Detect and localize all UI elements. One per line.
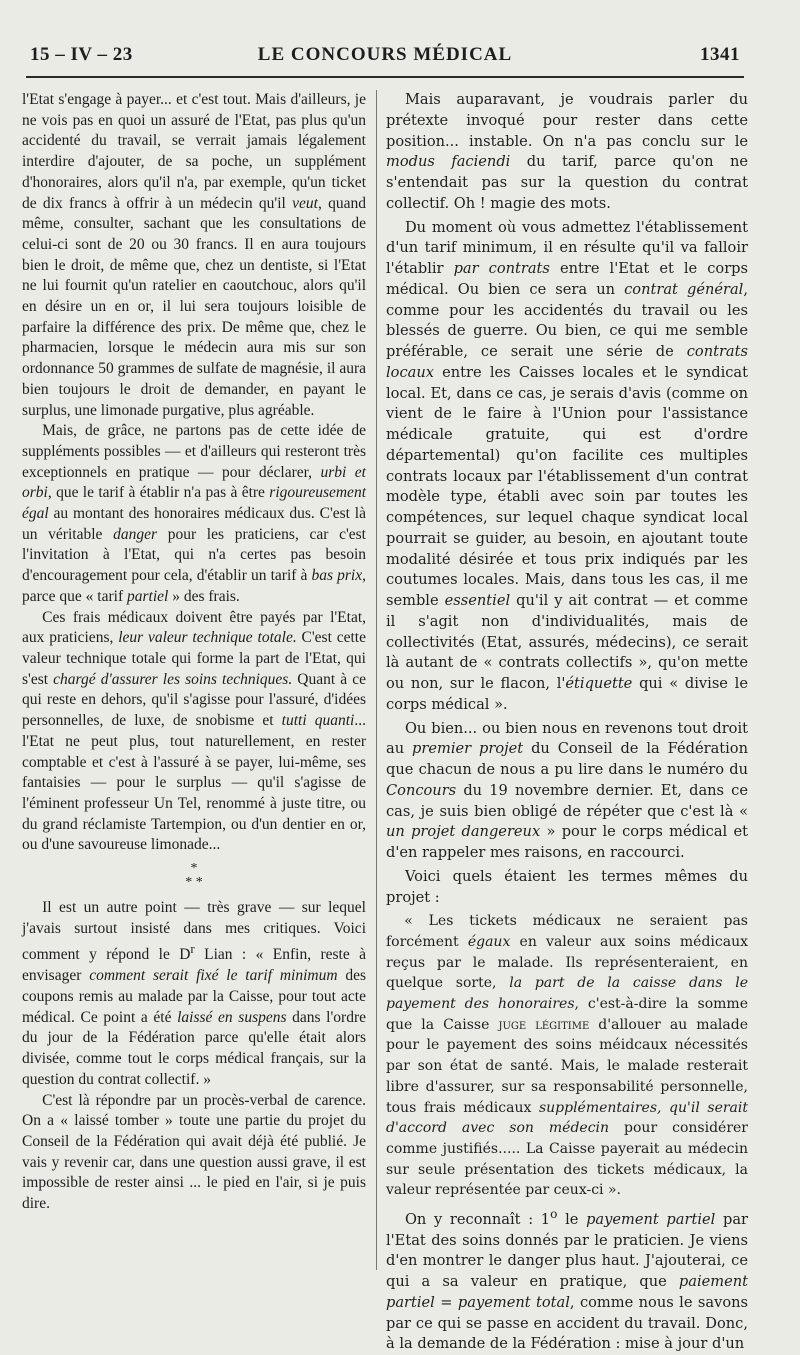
page-number: 1341	[700, 44, 740, 65]
paragraph: Il est un autre point — très grave — sur lequel j'avais surtout insisté dans mes critiques. Voici comment y répond le $D^r$ Lian : « Enfin, reste à envisager comment serait fixé le tarif minimum des coupons remis au malade par la Caisse, pour tout acte médical. Ce point a été laissé en suspens dans l'ordre du jour de la Fédération parce qu'elle était alors divisée, comme tout le corps médical français, sur la question du contrat collectif. »	[22, 899, 367, 1088]
paragraph: Mais auparavant, je voudrais parler du prétexte invoqué pour rester dans cette position... instable. On n'a pas conclu sur le modus faciendi du tarif, parce qu'on ne s'entendait pas sur la question du contrat collectif. Oh ! magie des mots.	[386, 91, 749, 212]
paragraph: Voici quels étaient les termes mêmes du projet :	[386, 867, 748, 906]
right-column	[386, 90, 748, 1355]
paragraph: Ces frais médicaux doivent être payés par l'Etat, aux praticiens, leur valeur technique totale. C'est cette valeur technique totale qui forme la part de l'Etat, qui s'est chargé d'assurer les soins techniques. Quant à ce qui reste en dehors, qu'il s'agisse pour l'assuré, d'idées personnelles, de luxe, de snobisme et tutti quanti... l'Etat ne peut plus, tout naturellement, en rester comptable et c'est à l'assuré à se payer, lui-même, ses fantaisies — pour le surplus — qu'il s'agisse de l'éminent professeur Un Tel, renommé à juste titre, ou du grand réclamiste Tartempion, ou d'un dentier en or, ou d'une savoureuse limonade...	[22, 608, 366, 854]
paragraph: Mais, de grâce, ne partons pas de cette idée de suppléments possibles — et d'ailleurs qui resteront très exceptionnels en pratique — pour déclarer, urbi et orbi, que le tarif à établir n'a pas à être rigoureusement égal au montant des honoraires médicaux dus. C'est là un véritable danger pour les praticiens, car c'est l'invitation à l'Etat, qui n'a certes pas besoin d'encouragement pour cela, d'établir un tarif à bas prix, parce que « tarif partiel » des frais.	[22, 422, 366, 605]
page-header	[30, 44, 740, 74]
paragraph: Du moment où vous admettez l'établissement d'un tarif minimum, il en résulte qu'il va falloir l'établir par contrats entre l'Etat et le corps médical. Ou bien ce sera un contrat général, comme pour les accidentés du travail ou les blessés de guerre. Ou bien, ce qui me semble préférable, ce serait une série de contrats locaux entre les Caisses locales et le syndicat local. Et, dans ce cas, je serais d'avis (comme on vient de le faire à l'Union pour l'assistance médicale gratuite, qui est d'ordre départemental) qu'on facilite ces multiples contrats locaux par l'établissement d'un contrat modèle type, établi avec soin par toutes les compétences, sur lequel chaque syndicat local pourrait se guider, au besoin, en ajoutant toute modalité désirée et tous prix indiqués par les coutumes locales. Mais, dans tous les cas, il me semble essentiel qu'il y ait contrat — et comme il s'agit non d'individualités, mais de collectivités (Etat, assurés, médecins), ce serait là autant de « contrats collectifs », qu'on mette ou non, sur le flacon, l'étiquette qui « divise le corps médical ».	[386, 218, 749, 713]
header-rule	[26, 76, 744, 78]
paragraph: C'est là répondre par un procès-verbal de carence. On a « laissé tomber » toute une partie du projet du Conseil de la Fédération qui avait déjà été publié. Je vais y revenir car, dans une question aussi grave, il est impossible de rester ainsi ... le pied en l'air, si je puis dire.	[22, 1091, 366, 1213]
paragraph: Ou bien... ou bien nous en revenons tout droit au premier projet du Conseil de la Fédération que chacun de nous a pu lire dans le numéro du Concours du 19 novembre dernier. Et, dans ce cas, je suis bien obligé de répéter que c'est là « un projet dangereux » pour le corps médical et d'en rappeler mes raisons, en raccourci.	[386, 719, 748, 861]
journal-title: LE CONCOURS MÉDICAL	[257, 44, 513, 65]
left-column	[22, 90, 366, 1215]
paragraph: On y reconnaît : 1$^o$ le payement partiel par l'Etat des soins donnés par le praticien. Je viens d'en montrer le danger plus haut. J'ajouterai, ce qui a sa valeur en pratique, que paiement partiel = payement total, comme nous le savons par ce qui se passe en accident du travail. Donc, à la demande de la Fédération : mise à jour d'un	[386, 1207, 748, 1353]
section-separator: * * *	[185, 861, 203, 891]
quoted-project-text: « Les tickets médicaux ne seraient pas forcément égaux en valeur aux soins médicaux reçus par le malade. Ils représenteraient, en quelque sorte, la part de la caisse dans le payement des honoraires, c'est-à-dire la somme que la Caisse juge légitime d'allouer au malade pour le payement des soins méidcaux nécessités par son état de santé. Mais, le malade resterait libre d'assurer, sur sa responsabilité personnelle, tous frais médicaux supplémentaires, qu'il serait d'accord avec son médecin pour considérer comme justifiés..... La Caisse payerait au médecin sur seule présentation des tickets médicaux, la valeur représentée par ceux-ci ».	[386, 913, 748, 1199]
paragraph: l'Etat s'engage à payer... et c'est tout. Mais d'ailleurs, je ne vois pas en quoi un assuré de l'Etat, pas plus qu'un accidenté du travail, se verrait jamais légalement interdire d'ajouter, de sa poche, un supplément d'honoraires, alors qu'il n'a, par exemple, qu'un ticket de dix francs à offrir à un médecin qu'il veut, quand même, consulter, sachant que les consultations de celui-ci sont de 20 ou 30 francs. Il en aura toujours bien le droit, de même que, chez un dentiste, si l'Etat ne lui fournit qu'un ratelier en caoutchouc, alors qu'il en désire un en or, il lui sera toujours loisible de parfaire la différence des prix. De même que, chez le pharmacien, lorsque le médecin aura mis sur son ordonnance 50 grammes de sulfate de magnésie, il aura bien toujours le droit de demander, en payant le surplus, une limonade purgative, plus agréable.	[22, 91, 366, 419]
column-divider	[376, 90, 377, 1270]
issue-date: 15 – IV – 23	[30, 44, 133, 65]
